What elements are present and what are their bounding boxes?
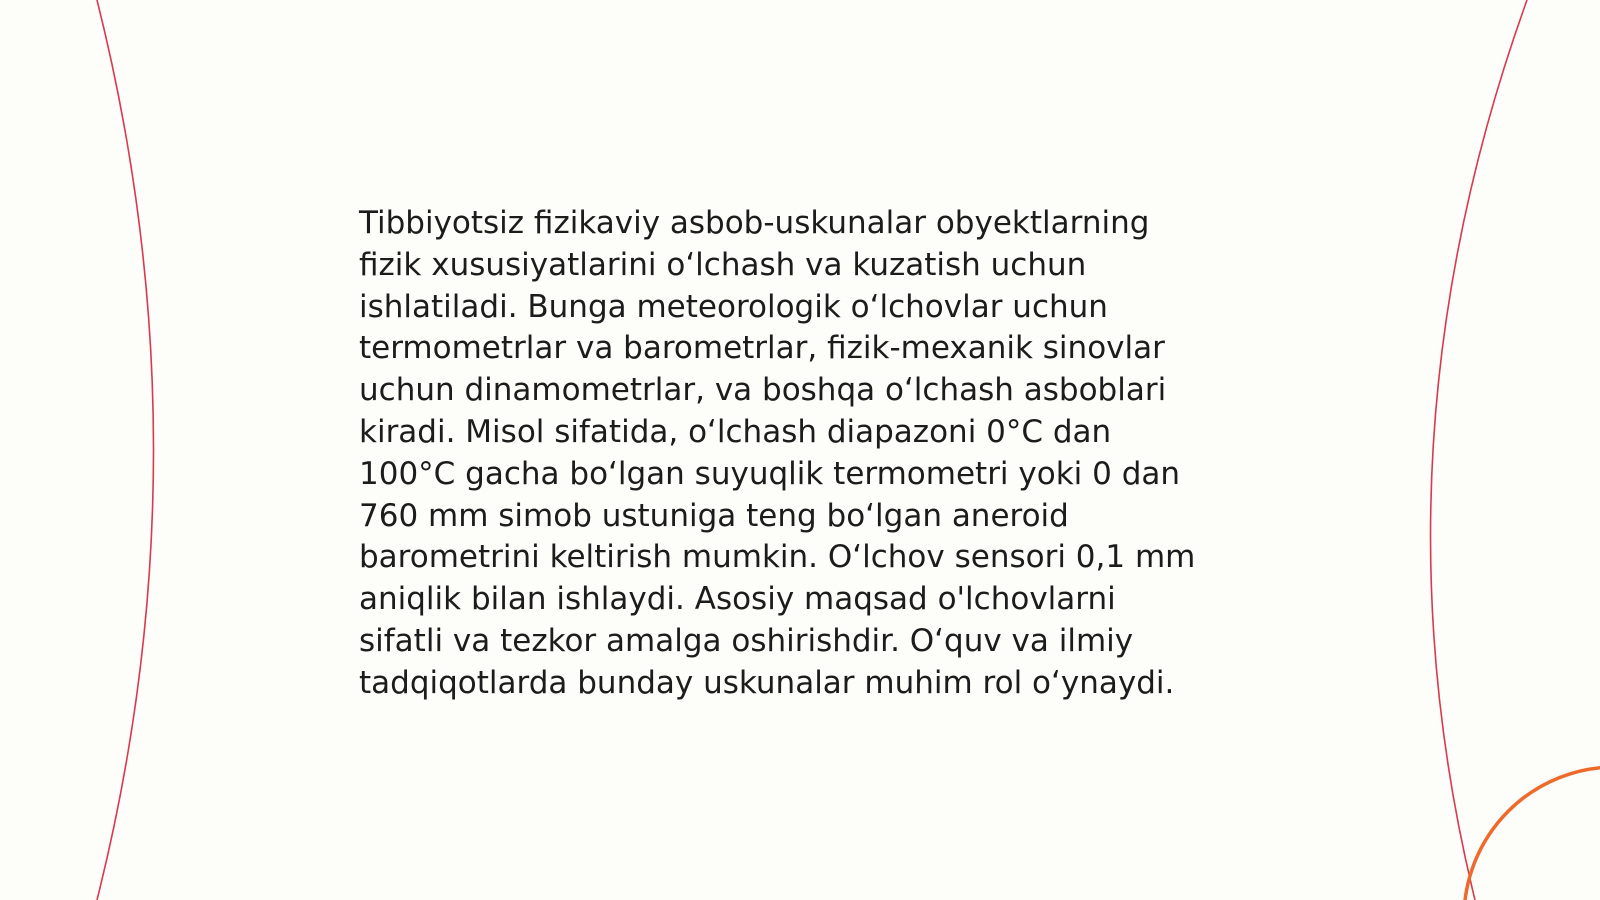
body-line: 100°C gacha bo‘lgan suyuqlik termometri yoki 0 dan	[359, 455, 1181, 492]
right-curve	[1431, 0, 1527, 900]
body-paragraph	[359, 203, 1239, 705]
body-line: fizik xususiyatlarini o‘lchash va kuzatish uchun	[359, 246, 1087, 283]
body-line: 760 mm simob ustuniga teng bo‘lgan aneroid	[359, 497, 1069, 534]
body-line: uchun dinamometrlar, va boshqa o‘lchash asboblari	[359, 372, 1167, 409]
body-line: aniqlik bilan ishlaydi. Asosiy maqsad o'lchovlarni	[359, 581, 1116, 618]
left-curve	[97, 0, 154, 900]
orange-circle-arc	[1464, 767, 1600, 900]
body-line: ishlatiladi. Bunga meteorologik o‘lchovlar uchun	[359, 288, 1108, 325]
body-line: sifatli va tezkor amalga oshirishdir. O‘quv va ilmiy	[359, 622, 1134, 659]
body-line: kiradi. Misol sifatida, o‘lchash diapazoni 0°C dan	[359, 413, 1112, 450]
body-line: tadqiqotlarda bunday uskunalar muhim rol o‘ynaydi.	[359, 664, 1175, 701]
body-line: Tibbiyotsiz fizikaviy asbob-uskunalar obyektlarning	[359, 205, 1150, 241]
body-line: termometrlar va barometrlar, fizik-mexanik sinovlar	[359, 330, 1165, 367]
body-line: barometrini keltirish mumkin. O‘lchov sensori 0,1 mm	[359, 539, 1196, 576]
